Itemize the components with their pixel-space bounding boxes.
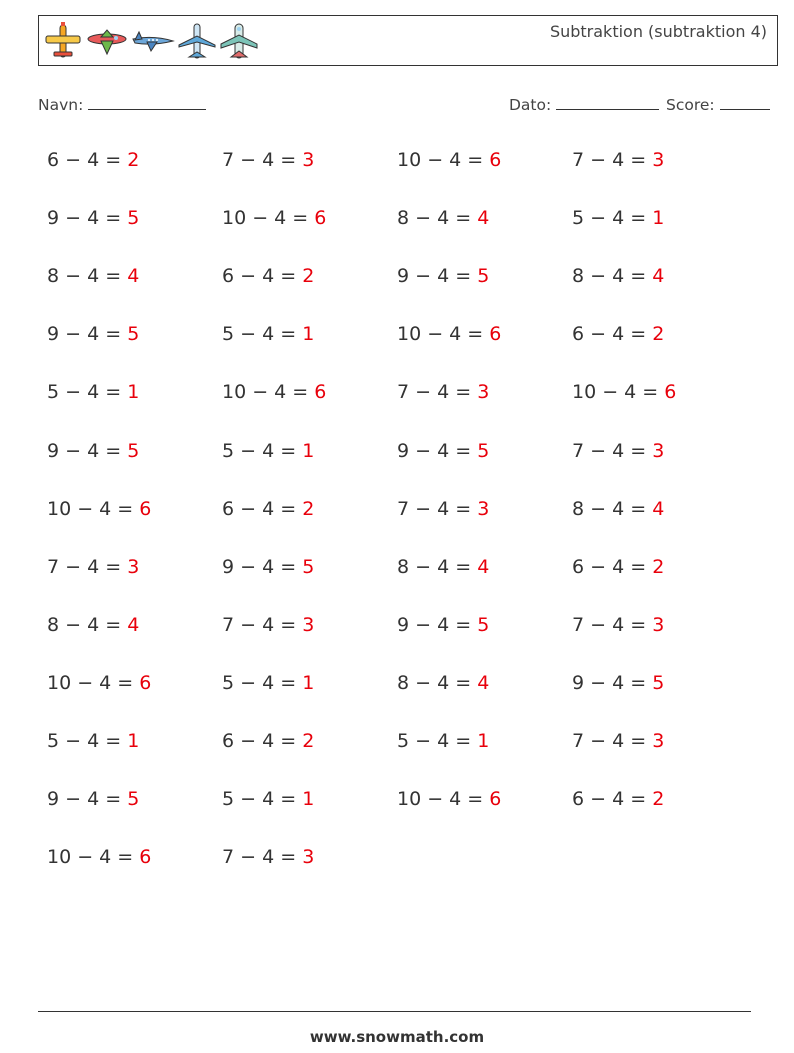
problem-question: 10 − 4 = bbox=[397, 788, 490, 811]
problem-answer: 1 bbox=[302, 323, 315, 346]
problem-item bbox=[47, 440, 139, 462]
name-label: Navn: bbox=[38, 96, 84, 114]
problem-item bbox=[397, 498, 489, 520]
problem-question: 6 − 4 = bbox=[572, 555, 653, 578]
problem-item bbox=[222, 730, 314, 752]
problem-question: 7 − 4 = bbox=[572, 149, 653, 171]
worksheet-title: Subtraktion (subtraktion 4) bbox=[549, 22, 767, 41]
date-label: Dato: bbox=[509, 96, 552, 114]
problem-answer: 5 bbox=[127, 207, 140, 230]
problem-question: 5 − 4 = bbox=[47, 730, 128, 752]
problem-answer: 3 bbox=[127, 555, 140, 578]
problem-question: 5 − 4 = bbox=[397, 730, 478, 752]
problem-question: 7 − 4 = bbox=[222, 149, 303, 171]
problem-question: 7 − 4 = bbox=[572, 613, 653, 636]
problem-answer: 1 bbox=[302, 439, 315, 462]
problem-answer: 5 bbox=[652, 671, 665, 694]
score-field bbox=[666, 93, 770, 114]
problem-question: 7 − 4 = bbox=[222, 613, 303, 636]
problem-item bbox=[47, 498, 151, 520]
problem-answer: 6 bbox=[314, 381, 327, 404]
problem-answer: 6 bbox=[489, 788, 502, 811]
problem-question: 5 − 4 = bbox=[222, 323, 303, 346]
problem-item bbox=[572, 788, 664, 810]
problem-answer: 3 bbox=[477, 497, 490, 520]
problem-answer: 4 bbox=[477, 671, 490, 694]
problem-item bbox=[222, 149, 314, 171]
problem-question: 10 − 4 = bbox=[222, 207, 315, 230]
blue-jet-icon bbox=[131, 21, 175, 61]
problem-item bbox=[222, 556, 314, 578]
problem-item bbox=[572, 730, 664, 752]
problem-answer: 3 bbox=[652, 149, 665, 171]
problem-item bbox=[397, 556, 489, 578]
problem-answer: 2 bbox=[302, 730, 315, 752]
problem-question: 9 − 4 = bbox=[222, 555, 303, 578]
problem-item bbox=[222, 498, 314, 520]
problem-item bbox=[572, 614, 664, 636]
problem-item bbox=[572, 498, 664, 520]
problem-answer: 2 bbox=[652, 323, 665, 346]
problem-question: 9 − 4 = bbox=[47, 207, 128, 230]
problem-question: 10 − 4 = bbox=[222, 381, 315, 404]
problem-answer: 2 bbox=[652, 788, 665, 811]
problem-question: 10 − 4 = bbox=[397, 149, 490, 171]
name-field bbox=[38, 93, 206, 114]
problem-question: 9 − 4 = bbox=[397, 613, 478, 636]
problem-question: 5 − 4 = bbox=[47, 381, 128, 404]
problem-item bbox=[572, 440, 664, 462]
problem-item bbox=[572, 149, 664, 171]
score-blank bbox=[720, 93, 770, 110]
problem-item bbox=[47, 672, 151, 694]
problem-item bbox=[47, 265, 139, 287]
problem-item bbox=[397, 730, 489, 752]
problem-question: 8 − 4 = bbox=[572, 265, 653, 288]
problem-question: 9 − 4 = bbox=[47, 439, 128, 462]
problem-item bbox=[397, 440, 489, 462]
problem-answer: 6 bbox=[139, 497, 152, 520]
problem-item bbox=[397, 672, 489, 694]
problem-question: 9 − 4 = bbox=[47, 788, 128, 811]
problem-item bbox=[222, 846, 314, 868]
problem-answer: 3 bbox=[302, 846, 315, 869]
problem-question: 6 − 4 = bbox=[222, 497, 303, 520]
problem-answer: 4 bbox=[652, 497, 665, 520]
problem-item bbox=[222, 323, 314, 345]
name-blank bbox=[88, 93, 206, 110]
problem-answer: 3 bbox=[652, 730, 665, 752]
problem-item bbox=[572, 672, 664, 694]
problem-answer: 6 bbox=[314, 207, 327, 230]
problem-item bbox=[572, 381, 676, 403]
problem-answer: 2 bbox=[127, 149, 140, 171]
problem-item bbox=[222, 265, 314, 287]
problem-question: 7 − 4 = bbox=[397, 381, 478, 404]
problem-answer: 6 bbox=[139, 846, 152, 869]
problem-question: 8 − 4 = bbox=[47, 613, 128, 636]
problem-answer: 4 bbox=[127, 613, 140, 636]
problem-question: 6 − 4 = bbox=[222, 265, 303, 288]
problem-question: 10 − 4 = bbox=[47, 846, 140, 869]
problem-item bbox=[47, 323, 139, 345]
problem-answer: 2 bbox=[652, 555, 665, 578]
problem-question: 6 − 4 = bbox=[222, 730, 303, 752]
problem-item bbox=[222, 381, 326, 403]
problem-answer: 4 bbox=[477, 555, 490, 578]
problem-item bbox=[572, 323, 664, 345]
problem-question: 6 − 4 = bbox=[47, 149, 128, 171]
problem-item bbox=[222, 440, 314, 462]
problem-item bbox=[397, 788, 501, 810]
problem-question: 7 − 4 = bbox=[47, 555, 128, 578]
problem-question: 9 − 4 = bbox=[397, 265, 478, 288]
problem-question: 5 − 4 = bbox=[222, 788, 303, 811]
problem-answer: 3 bbox=[652, 439, 665, 462]
problem-question: 7 − 4 = bbox=[222, 846, 303, 869]
problem-answer: 5 bbox=[127, 439, 140, 462]
problem-item bbox=[47, 614, 139, 636]
problem-item bbox=[397, 207, 489, 229]
problem-item bbox=[397, 381, 489, 403]
problem-answer: 5 bbox=[302, 555, 315, 578]
problem-answer: 1 bbox=[477, 730, 490, 752]
red-green-airplane-icon bbox=[85, 21, 129, 61]
problem-answer: 5 bbox=[127, 323, 140, 346]
date-blank bbox=[556, 93, 659, 110]
problem-question: 7 − 4 = bbox=[572, 730, 653, 752]
problem-answer: 3 bbox=[302, 149, 315, 171]
problem-question: 9 − 4 = bbox=[572, 671, 653, 694]
problem-question: 5 − 4 = bbox=[572, 207, 653, 230]
problem-answer: 5 bbox=[477, 265, 490, 288]
problem-question: 10 − 4 = bbox=[47, 497, 140, 520]
teal-airliner-icon bbox=[219, 21, 259, 61]
score-label: Score: bbox=[666, 96, 715, 114]
problem-question: 6 − 4 = bbox=[572, 323, 653, 346]
problem-answer: 5 bbox=[477, 613, 490, 636]
problem-item bbox=[47, 730, 139, 752]
problem-answer: 6 bbox=[664, 381, 677, 404]
problem-question: 8 − 4 = bbox=[397, 555, 478, 578]
problem-item bbox=[47, 556, 139, 578]
problem-item bbox=[222, 207, 326, 229]
problem-answer: 4 bbox=[652, 265, 665, 288]
date-field bbox=[509, 93, 659, 114]
problem-answer: 6 bbox=[139, 671, 152, 694]
problem-answer: 5 bbox=[477, 439, 490, 462]
problem-question: 5 − 4 = bbox=[222, 671, 303, 694]
problem-item bbox=[397, 614, 489, 636]
problem-item bbox=[572, 265, 664, 287]
problem-answer: 2 bbox=[302, 497, 315, 520]
problem-question: 10 − 4 = bbox=[572, 381, 665, 404]
problem-question: 7 − 4 = bbox=[397, 497, 478, 520]
problem-answer: 1 bbox=[127, 730, 140, 752]
yellow-airplane-icon bbox=[43, 21, 83, 61]
problem-question: 10 − 4 = bbox=[397, 323, 490, 346]
problem-item bbox=[572, 207, 664, 229]
problem-question: 6 − 4 = bbox=[572, 788, 653, 811]
header-icons bbox=[43, 21, 259, 61]
problem-answer: 1 bbox=[302, 671, 315, 694]
problem-question: 7 − 4 = bbox=[572, 439, 653, 462]
footer-url: www.snowmath.com bbox=[309, 1028, 485, 1046]
problem-item bbox=[222, 672, 314, 694]
problem-question: 8 − 4 = bbox=[397, 671, 478, 694]
problem-answer: 3 bbox=[477, 381, 490, 404]
problem-answer: 1 bbox=[302, 788, 315, 811]
worksheet-header bbox=[38, 15, 778, 66]
problem-answer: 2 bbox=[302, 265, 315, 288]
problem-item bbox=[397, 149, 501, 171]
problem-item bbox=[397, 323, 501, 345]
problem-item bbox=[222, 788, 314, 810]
problem-answer: 6 bbox=[489, 149, 502, 171]
problem-item bbox=[572, 556, 664, 578]
problem-question: 10 − 4 = bbox=[47, 671, 140, 694]
problem-question: 8 − 4 = bbox=[572, 497, 653, 520]
problem-question: 8 − 4 = bbox=[397, 207, 478, 230]
problem-question: 9 − 4 = bbox=[47, 323, 128, 346]
footer-divider bbox=[38, 1011, 751, 1012]
problem-answer: 5 bbox=[127, 788, 140, 811]
problem-question: 8 − 4 = bbox=[47, 265, 128, 288]
problem-answer: 4 bbox=[127, 265, 140, 288]
problem-answer: 3 bbox=[652, 613, 665, 636]
problem-item bbox=[47, 207, 139, 229]
problem-item bbox=[397, 265, 489, 287]
problem-answer: 3 bbox=[302, 613, 315, 636]
problem-item bbox=[47, 149, 139, 171]
problem-question: 9 − 4 = bbox=[397, 439, 478, 462]
problem-answer: 1 bbox=[652, 207, 665, 230]
problem-answer: 1 bbox=[127, 381, 140, 404]
problem-answer: 4 bbox=[477, 207, 490, 230]
problem-answer: 6 bbox=[489, 323, 502, 346]
problem-item bbox=[47, 788, 139, 810]
blue-airliner-icon bbox=[177, 21, 217, 61]
problem-item bbox=[222, 614, 314, 636]
problem-item bbox=[47, 381, 139, 403]
problem-item bbox=[47, 846, 151, 868]
problem-question: 5 − 4 = bbox=[222, 439, 303, 462]
